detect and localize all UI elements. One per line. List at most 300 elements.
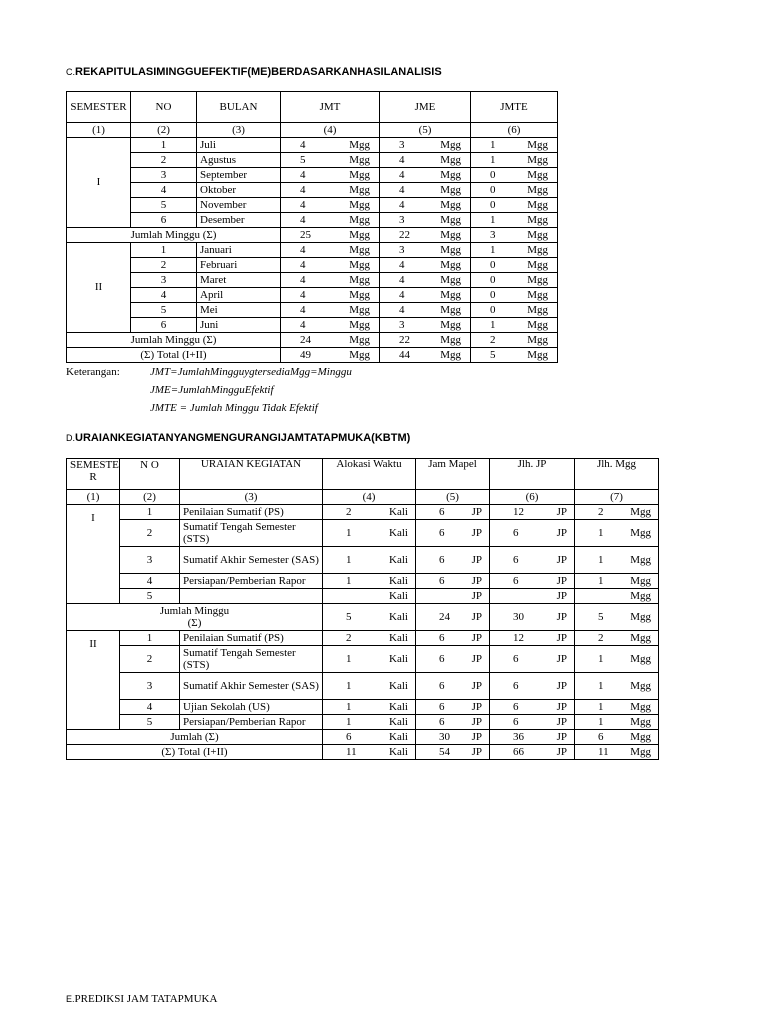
month-name: Mei xyxy=(197,303,281,318)
jmte-cell-unit: Mgg xyxy=(527,138,548,151)
jme-cell-unit: Mgg xyxy=(440,213,461,226)
jme-cell-unit: Mgg xyxy=(440,303,461,316)
row-no: 2 xyxy=(120,646,180,673)
jme-cell xyxy=(380,183,471,198)
jlh-jp-cell xyxy=(490,631,575,646)
jme-cell xyxy=(380,198,471,213)
jam-mapel-cell-unit: JP xyxy=(471,589,482,602)
jmte-cell xyxy=(471,318,558,333)
jmt-cell-unit: Mgg xyxy=(349,258,370,271)
jmte-cell-unit: Mgg xyxy=(527,213,548,226)
jam-mapel-cell-value: 6 xyxy=(439,631,445,644)
jme-cell xyxy=(380,213,471,228)
alokasi-cell xyxy=(323,646,416,673)
jme-cell-value: 4 xyxy=(399,168,405,181)
column-number: (6) xyxy=(471,123,558,138)
jlh-jp-cell-value: 12 xyxy=(513,505,524,518)
table-row xyxy=(67,547,659,574)
row-no: 1 xyxy=(131,243,197,258)
activity-name: Persiapan/Pemberian Rapor xyxy=(180,574,323,589)
alokasi-cell-unit: Kali xyxy=(389,652,408,665)
column-number: (6) xyxy=(490,490,575,505)
jme-total-value: 22 xyxy=(399,228,410,241)
alokasi-cell-unit: Kali xyxy=(389,715,408,728)
jam-mapel-cell xyxy=(416,574,490,589)
jlh-jp-cell-unit: JP xyxy=(556,652,567,665)
activity-name: Sumatif Tengah Semester (STS) xyxy=(180,520,323,547)
subtotal-label xyxy=(67,604,323,631)
section-c-prefix: C. xyxy=(66,67,75,77)
jme-cell-unit: Mgg xyxy=(440,138,461,151)
jam-mapel-cell-unit: JP xyxy=(471,553,482,566)
alokasi-cell-unit: Kali xyxy=(389,700,408,713)
jmt-cell xyxy=(281,138,380,153)
jme-cell-unit: Mgg xyxy=(440,243,461,256)
jme-cell-unit: Mgg xyxy=(440,288,461,301)
jlh-mgg-cell-value: 1 xyxy=(598,700,604,713)
activity-name: Penilaian Sumatif (PS) xyxy=(180,505,323,520)
row-no: 3 xyxy=(131,168,197,183)
jlh-mgg-cell-value: 1 xyxy=(598,553,604,566)
jam-total-value: 24 xyxy=(439,610,450,623)
jam-grand xyxy=(416,745,490,760)
column-header: URAIAN KEGIATAN xyxy=(180,459,323,490)
jme-cell xyxy=(380,273,471,288)
row-no: 3 xyxy=(131,273,197,288)
jam-mapel-cell-unit: JP xyxy=(471,574,482,587)
jmt-total xyxy=(281,333,380,348)
jmt-total-unit: Mgg xyxy=(349,333,370,346)
jmt-cell-value: 4 xyxy=(300,213,306,226)
column-header: SEMESTER xyxy=(67,92,131,123)
jmt-cell-value: 4 xyxy=(300,198,306,211)
alokasi-cell-unit: Kali xyxy=(389,526,408,539)
row-no: 1 xyxy=(120,505,180,520)
jam-mapel-cell-unit: JP xyxy=(471,526,482,539)
semester-label: I xyxy=(67,505,120,604)
jme-cell-unit: Mgg xyxy=(440,273,461,286)
jmt-cell xyxy=(281,318,380,333)
jlh-jp-cell xyxy=(490,520,575,547)
alokasi-cell-value: 1 xyxy=(346,700,352,713)
alokasi-grand-unit: Kali xyxy=(389,745,408,758)
jmt-total-value: 24 xyxy=(300,333,311,346)
notes xyxy=(66,366,352,420)
grand-total-row xyxy=(67,745,659,760)
table-row xyxy=(67,715,659,730)
jmt-grand xyxy=(281,348,380,363)
row-no: 5 xyxy=(120,715,180,730)
jme-cell-value: 3 xyxy=(399,318,405,331)
column-number: (3) xyxy=(180,490,323,505)
jlh-mgg-cell-value: 1 xyxy=(598,652,604,665)
jlh-jp-cell-value: 6 xyxy=(513,679,519,692)
jmt-cell-value: 4 xyxy=(300,273,306,286)
month-name: Oktober xyxy=(197,183,281,198)
jlh-jp-cell-unit: JP xyxy=(556,631,567,644)
jme-cell-unit: Mgg xyxy=(440,258,461,271)
jmt-cell xyxy=(281,183,380,198)
section-d-title: URAIANKEGIATANYANGMENGURANGIJAMTATAPMUKA(KBTM) xyxy=(75,432,411,444)
jme-cell-unit: Mgg xyxy=(440,318,461,331)
subtotal-row xyxy=(67,228,558,243)
alokasi-cell xyxy=(323,547,416,574)
column-header: NO xyxy=(131,92,197,123)
jme-cell xyxy=(380,168,471,183)
table-row xyxy=(67,273,558,288)
jmt-cell-unit: Mgg xyxy=(349,183,370,196)
subtotal-row xyxy=(67,333,558,348)
jam-mapel-cell-value: 6 xyxy=(439,553,445,566)
jme-cell-value: 4 xyxy=(399,258,405,271)
jam-mapel-cell xyxy=(416,505,490,520)
row-no: 5 xyxy=(131,303,197,318)
jam-mapel-cell xyxy=(416,646,490,673)
jlh-jp-grand xyxy=(490,745,575,760)
jmt-cell-unit: Mgg xyxy=(349,138,370,151)
column-header: Jam Mapel xyxy=(416,459,490,490)
effective-weeks-table xyxy=(66,91,558,363)
jlh-mgg-grand xyxy=(575,745,659,760)
table-row xyxy=(67,183,558,198)
jmte-cell-unit: Mgg xyxy=(527,273,548,286)
section-e-heading xyxy=(66,993,217,1005)
jlh-jp-cell-unit: JP xyxy=(556,574,567,587)
jmte-cell xyxy=(471,168,558,183)
row-no: 2 xyxy=(131,258,197,273)
subtotal-label: Jumlah Minggu (Σ) xyxy=(67,228,281,243)
month-name: Juni xyxy=(197,318,281,333)
alokasi-cell xyxy=(323,715,416,730)
jmte-cell-unit: Mgg xyxy=(527,198,548,211)
jmte-cell-unit: Mgg xyxy=(527,318,548,331)
jmte-cell-value: 1 xyxy=(490,153,496,166)
grand-total-label: (Σ) Total (I+II) xyxy=(67,348,281,363)
jme-grand-value: 44 xyxy=(399,348,410,361)
jmt-cell-unit: Mgg xyxy=(349,198,370,211)
table-row xyxy=(67,318,558,333)
jmt-cell xyxy=(281,243,380,258)
jlh-mgg-cell-value: 2 xyxy=(598,631,604,644)
alokasi-cell-unit: Kali xyxy=(389,553,408,566)
jmt-total-value: 25 xyxy=(300,228,311,241)
jmt-cell-unit: Mgg xyxy=(349,153,370,166)
jlh-mgg-total xyxy=(575,604,659,631)
jmt-cell-unit: Mgg xyxy=(349,273,370,286)
alokasi-cell xyxy=(323,631,416,646)
jme-total xyxy=(380,333,471,348)
column-number-row xyxy=(67,123,558,138)
jam-mapel-cell-value: 6 xyxy=(439,700,445,713)
jam-mapel-cell xyxy=(416,700,490,715)
column-header: JME xyxy=(380,92,471,123)
jlh-mgg-cell xyxy=(575,589,659,604)
table-row xyxy=(67,213,558,228)
jmte-grand-unit: Mgg xyxy=(527,348,548,361)
jam-mapel-cell xyxy=(416,715,490,730)
column-number: (5) xyxy=(416,490,490,505)
jmte-cell xyxy=(471,288,558,303)
jme-total xyxy=(380,228,471,243)
row-no: 6 xyxy=(131,213,197,228)
jme-cell xyxy=(380,138,471,153)
jmte-cell xyxy=(471,258,558,273)
jlh-jp-grand-unit: JP xyxy=(556,745,567,758)
alokasi-total xyxy=(323,604,416,631)
jme-cell-value: 3 xyxy=(399,138,405,151)
jmt-total xyxy=(281,228,380,243)
jme-cell-value: 4 xyxy=(399,273,405,286)
jlh-jp-cell xyxy=(490,547,575,574)
alokasi-cell-value: 1 xyxy=(346,526,352,539)
jlh-jp-cell-unit: JP xyxy=(556,505,567,518)
table-row xyxy=(67,631,659,646)
jmte-cell-value: 1 xyxy=(490,213,496,226)
jmte-cell xyxy=(471,138,558,153)
jmte-cell xyxy=(471,153,558,168)
jmte-total-unit: Mgg xyxy=(527,333,548,346)
month-name: Februari xyxy=(197,258,281,273)
jmte-total-value: 3 xyxy=(490,228,496,241)
header-row xyxy=(67,92,558,123)
column-header: N O xyxy=(120,459,180,490)
jmt-cell xyxy=(281,288,380,303)
section-c-title: REKAPITULASIMINGGUEFEKTIF(ME)BERDASARKANHASILANALISIS xyxy=(75,66,442,78)
note-jmte: JMTE = Jumlah Minggu Tidak Efektif xyxy=(150,402,318,414)
jmt-cell-value: 4 xyxy=(300,303,306,316)
jlh-mgg-cell-unit: Mgg xyxy=(630,631,651,644)
activity-name: Penilaian Sumatif (PS) xyxy=(180,631,323,646)
jlh-jp-cell-value: 6 xyxy=(513,526,519,539)
jlh-jp-cell xyxy=(490,646,575,673)
activity-name: Sumatif Akhir Semester (SAS) xyxy=(180,547,323,574)
jmte-cell xyxy=(471,183,558,198)
jlh-mgg-cell-unit: Mgg xyxy=(630,700,651,713)
jme-cell xyxy=(380,153,471,168)
jlh-jp-total-value: 36 xyxy=(513,730,524,743)
jmte-grand xyxy=(471,348,558,363)
column-header: JMT xyxy=(281,92,380,123)
jme-cell-unit: Mgg xyxy=(440,153,461,166)
alokasi-cell-value: 1 xyxy=(346,715,352,728)
jlh-jp-cell-unit: JP xyxy=(556,715,567,728)
jmt-cell-value: 4 xyxy=(300,183,306,196)
alokasi-cell-value: 1 xyxy=(346,652,352,665)
jam-mapel-cell-value: 6 xyxy=(439,679,445,692)
row-no: 4 xyxy=(131,288,197,303)
jlh-mgg-cell xyxy=(575,673,659,700)
jlh-mgg-cell-unit: Mgg xyxy=(630,589,651,602)
jmte-total-value: 2 xyxy=(490,333,496,346)
jlh-jp-cell xyxy=(490,505,575,520)
notes-label: Keterangan: xyxy=(66,366,120,378)
jlh-mgg-grand-value: 11 xyxy=(598,745,609,758)
jam-mapel-cell-unit: JP xyxy=(471,505,482,518)
month-name: Januari xyxy=(197,243,281,258)
section-d-heading xyxy=(66,432,410,444)
jam-mapel-cell xyxy=(416,520,490,547)
jme-cell-value: 4 xyxy=(399,303,405,316)
row-no: 1 xyxy=(131,138,197,153)
subtotal-row xyxy=(67,730,659,745)
jlh-jp-cell-value: 6 xyxy=(513,700,519,713)
grand-total-row xyxy=(67,348,558,363)
subtotal-label: Jumlah (Σ) xyxy=(67,730,323,745)
header-row xyxy=(67,459,659,490)
jmte-cell-unit: Mgg xyxy=(527,258,548,271)
grand-total-label: (Σ) Total (I+II) xyxy=(67,745,323,760)
kbtm-table xyxy=(66,458,659,760)
jam-mapel-cell-unit: JP xyxy=(471,679,482,692)
semester-label: I xyxy=(67,138,131,228)
jme-cell-value: 4 xyxy=(399,288,405,301)
column-number: (1) xyxy=(67,490,120,505)
jam-mapel-cell-value: 6 xyxy=(439,526,445,539)
jme-cell-value: 3 xyxy=(399,213,405,226)
jlh-jp-cell xyxy=(490,700,575,715)
jlh-jp-cell xyxy=(490,589,575,604)
jmte-cell-unit: Mgg xyxy=(527,288,548,301)
jlh-mgg-grand-unit: Mgg xyxy=(630,745,651,758)
jlh-jp-cell xyxy=(490,715,575,730)
jam-mapel-cell-unit: JP xyxy=(471,715,482,728)
alokasi-cell-value: 2 xyxy=(346,631,352,644)
jmt-grand-value: 49 xyxy=(300,348,311,361)
jmt-cell xyxy=(281,198,380,213)
jam-mapel-cell-value: 6 xyxy=(439,505,445,518)
jlh-mgg-total-value: 5 xyxy=(598,610,604,623)
jam-mapel-cell-unit: JP xyxy=(471,700,482,713)
jmte-cell-value: 0 xyxy=(490,168,496,181)
jlh-mgg-cell xyxy=(575,520,659,547)
row-no: 2 xyxy=(131,153,197,168)
jmte-cell-unit: Mgg xyxy=(527,168,548,181)
section-e-title: PREDIKSI JAM TATAPMUKA xyxy=(74,993,218,1005)
jme-cell xyxy=(380,288,471,303)
alokasi-total-value: 6 xyxy=(346,730,352,743)
jlh-mgg-cell-value: 1 xyxy=(598,715,604,728)
section-d-prefix: D. xyxy=(66,433,75,443)
jlh-jp-cell-value: 6 xyxy=(513,652,519,665)
alokasi-cell-value: 1 xyxy=(346,679,352,692)
alokasi-total-unit: Kali xyxy=(389,730,408,743)
jme-cell xyxy=(380,258,471,273)
jmt-cell-value: 4 xyxy=(300,258,306,271)
jmte-grand-value: 5 xyxy=(490,348,496,361)
jmt-cell-value: 4 xyxy=(300,318,306,331)
activity-name: Ujian Sekolah (US) xyxy=(180,700,323,715)
jme-cell-unit: Mgg xyxy=(440,168,461,181)
alokasi-cell xyxy=(323,520,416,547)
jme-cell-unit: Mgg xyxy=(440,183,461,196)
jam-total-value: 30 xyxy=(439,730,450,743)
row-no: 2 xyxy=(120,520,180,547)
jmte-cell-value: 1 xyxy=(490,243,496,256)
jlh-jp-cell xyxy=(490,673,575,700)
jlh-jp-cell-unit: JP xyxy=(556,553,567,566)
jme-grand xyxy=(380,348,471,363)
table-row xyxy=(67,520,659,547)
jlh-mgg-cell xyxy=(575,547,659,574)
jmt-cell-value: 5 xyxy=(300,153,306,166)
jmt-cell-value: 4 xyxy=(300,288,306,301)
jlh-jp-cell-unit: JP xyxy=(556,679,567,692)
jlh-jp-cell-value: 12 xyxy=(513,631,524,644)
alokasi-total xyxy=(323,730,416,745)
row-no: 5 xyxy=(131,198,197,213)
table-row xyxy=(67,153,558,168)
subtotal-label-line1: Jumlah Minggu xyxy=(159,605,230,617)
row-no: 3 xyxy=(120,673,180,700)
jam-total xyxy=(416,730,490,745)
table-row xyxy=(67,589,659,604)
jlh-jp-total-unit: JP xyxy=(556,610,567,623)
jlh-jp-total-value: 30 xyxy=(513,610,524,623)
table-row xyxy=(67,505,659,520)
alokasi-cell-unit: Kali xyxy=(389,679,408,692)
jmt-cell xyxy=(281,153,380,168)
jlh-jp-cell xyxy=(490,574,575,589)
jmte-cell-unit: Mgg xyxy=(527,183,548,196)
jmt-cell xyxy=(281,273,380,288)
jam-mapel-cell-unit: JP xyxy=(471,631,482,644)
alokasi-cell xyxy=(323,589,416,604)
jam-mapel-cell xyxy=(416,547,490,574)
alokasi-cell-value: 1 xyxy=(346,574,352,587)
jam-total xyxy=(416,604,490,631)
jmte-cell xyxy=(471,213,558,228)
jmt-grand-unit: Mgg xyxy=(349,348,370,361)
jmte-cell-value: 1 xyxy=(490,318,496,331)
jlh-mgg-total-unit: Mgg xyxy=(630,730,651,743)
jam-mapel-cell xyxy=(416,631,490,646)
jmte-cell-value: 0 xyxy=(490,273,496,286)
subtotal-row xyxy=(67,604,659,631)
jam-mapel-cell xyxy=(416,589,490,604)
jme-cell-value: 4 xyxy=(399,153,405,166)
row-no: 4 xyxy=(120,700,180,715)
jlh-jp-total-unit: JP xyxy=(556,730,567,743)
month-name: Juli xyxy=(197,138,281,153)
column-header: Jlh. Mgg xyxy=(575,459,659,490)
jmt-cell xyxy=(281,168,380,183)
alokasi-cell xyxy=(323,505,416,520)
table-row xyxy=(67,198,558,213)
jlh-jp-cell-value: 6 xyxy=(513,715,519,728)
table-row xyxy=(67,258,558,273)
alokasi-cell-unit: Kali xyxy=(389,574,408,587)
jam-grand-value: 54 xyxy=(439,745,450,758)
alokasi-total-unit: Kali xyxy=(389,610,408,623)
jmt-total-unit: Mgg xyxy=(349,228,370,241)
jmte-cell xyxy=(471,198,558,213)
jam-mapel-cell-value: 6 xyxy=(439,652,445,665)
jmt-cell-value: 4 xyxy=(300,243,306,256)
jmt-cell xyxy=(281,213,380,228)
column-header: Jlh. JP xyxy=(490,459,575,490)
jlh-jp-cell-value: 6 xyxy=(513,574,519,587)
jlh-mgg-total-unit: Mgg xyxy=(630,610,651,623)
column-header: JMTE xyxy=(471,92,558,123)
table-row xyxy=(67,288,558,303)
jme-total-unit: Mgg xyxy=(440,333,461,346)
activity-name: Persiapan/Pemberian Rapor xyxy=(180,715,323,730)
jmte-total xyxy=(471,228,558,243)
alokasi-cell-unit: Kali xyxy=(389,589,408,602)
jam-mapel-cell-unit: JP xyxy=(471,652,482,665)
jlh-mgg-cell-unit: Mgg xyxy=(630,505,651,518)
table-row xyxy=(67,303,558,318)
